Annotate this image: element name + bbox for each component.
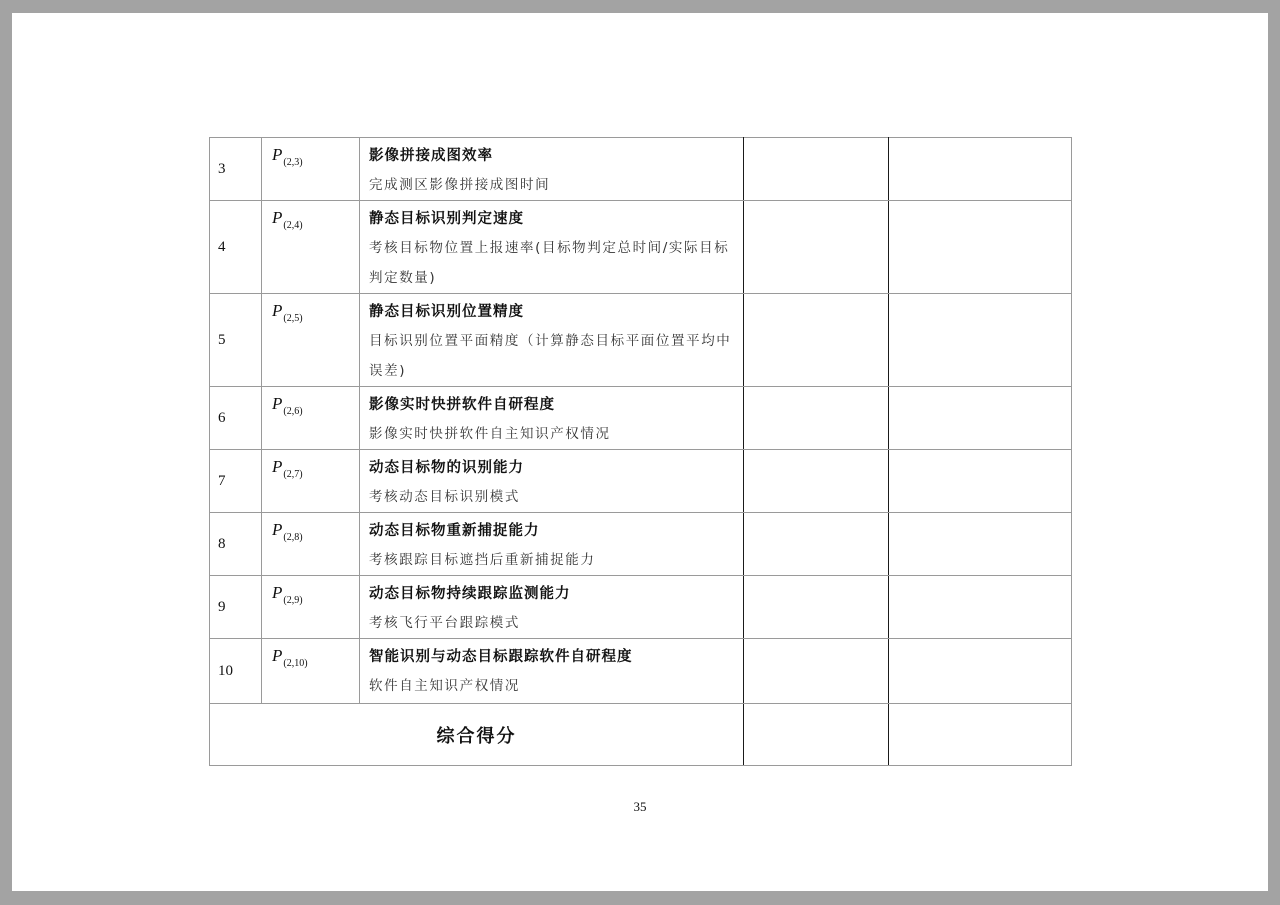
remark-cell[interactable] [889,294,1072,387]
indicator-detail: 考核飞行平台跟踪模式 [369,615,520,631]
indicator-title: 静态目标识别判定速度 [369,211,524,227]
indicator-title: 动态目标物重新捕捉能力 [369,523,540,539]
remark-cell[interactable] [889,639,1072,704]
symbol-subscript: (2,6) [283,406,303,417]
row-number: 5 [210,294,262,387]
symbol-p: P [272,208,283,227]
indicator-detail: 影像实时快拼软件自主知识产权情况 [369,426,611,442]
table-row [210,513,1072,576]
indicator-description [360,639,744,704]
remark-cell[interactable] [889,576,1072,639]
table-row [210,576,1072,639]
symbol-p: P [272,394,283,413]
indicator-title: 智能识别与动态目标跟踪软件自研程度 [369,649,633,665]
row-number: 3 [210,138,262,201]
score-cell[interactable] [744,138,889,201]
symbol-subscript: (2,4) [283,220,303,231]
indicator-symbol [262,513,360,576]
indicator-detail: 考核动态目标识别模式 [369,489,520,505]
total-score-label: 综合得分 [210,704,744,766]
symbol-p: P [272,301,283,320]
symbol-subscript: (2,7) [283,469,303,480]
indicator-detail: 软件自主知识产权情况 [369,678,520,694]
remark-cell[interactable] [889,138,1072,201]
indicator-description [360,201,744,294]
remark-cell[interactable] [889,201,1072,294]
indicator-symbol [262,294,360,387]
indicator-description [360,138,744,201]
indicator-title: 动态目标物的识别能力 [369,460,524,476]
page-number: 35 [633,799,647,814]
indicator-symbol [262,639,360,704]
table-row [210,294,1072,387]
symbol-p: P [272,457,283,476]
row-number: 6 [210,387,262,450]
indicator-symbol [262,387,360,450]
indicator-detail: 考核目标物位置上报速率(目标物判定总时间/实际目标判定数量) [369,240,730,286]
symbol-subscript: (2,9) [283,595,303,606]
table-row [210,450,1072,513]
symbol-subscript: (2,3) [283,157,303,168]
row-number: 4 [210,201,262,294]
evaluation-table [209,137,1072,766]
row-number: 8 [210,513,262,576]
indicator-title: 影像拼接成图效率 [369,148,493,164]
symbol-p: P [272,145,283,164]
symbol-p: P [272,583,283,602]
symbol-p: P [272,520,283,539]
score-cell[interactable] [744,450,889,513]
indicator-description [360,450,744,513]
score-cell[interactable] [744,513,889,576]
row-number: 9 [210,576,262,639]
total-remark-cell[interactable] [889,704,1072,766]
symbol-subscript: (2,5) [283,313,303,324]
score-cell[interactable] [744,387,889,450]
remark-cell[interactable] [889,450,1072,513]
indicator-title: 静态目标识别位置精度 [369,304,524,320]
row-number: 7 [210,450,262,513]
indicator-symbol [262,201,360,294]
symbol-subscript: (2,8) [283,532,303,543]
table-row [210,201,1072,294]
indicator-description [360,387,744,450]
indicator-title: 动态目标物持续跟踪监测能力 [369,586,571,602]
indicator-detail: 目标识别位置平面精度（计算静态目标平面位置平均中误差) [369,333,732,379]
score-cell[interactable] [744,201,889,294]
remark-cell[interactable] [889,513,1072,576]
table-row [210,639,1072,704]
score-cell[interactable] [744,576,889,639]
indicator-description [360,294,744,387]
table-row [210,387,1072,450]
indicator-description [360,513,744,576]
table-row [210,138,1072,201]
row-number: 10 [210,639,262,704]
symbol-p: P [272,646,283,665]
symbol-subscript: (2,10) [283,658,308,669]
indicator-detail: 完成测区影像拼接成图时间 [369,177,551,193]
score-cell[interactable] [744,294,889,387]
indicator-detail: 考核跟踪目标遮挡后重新捕捉能力 [369,552,596,568]
score-cell[interactable] [744,639,889,704]
indicator-title: 影像实时快拼软件自研程度 [369,397,555,413]
remark-cell[interactable] [889,387,1072,450]
total-row [210,704,1072,766]
indicator-symbol [262,138,360,201]
document-page [12,13,1268,891]
indicator-description [360,576,744,639]
indicator-symbol [262,450,360,513]
indicator-symbol [262,576,360,639]
total-score-cell[interactable] [744,704,889,766]
